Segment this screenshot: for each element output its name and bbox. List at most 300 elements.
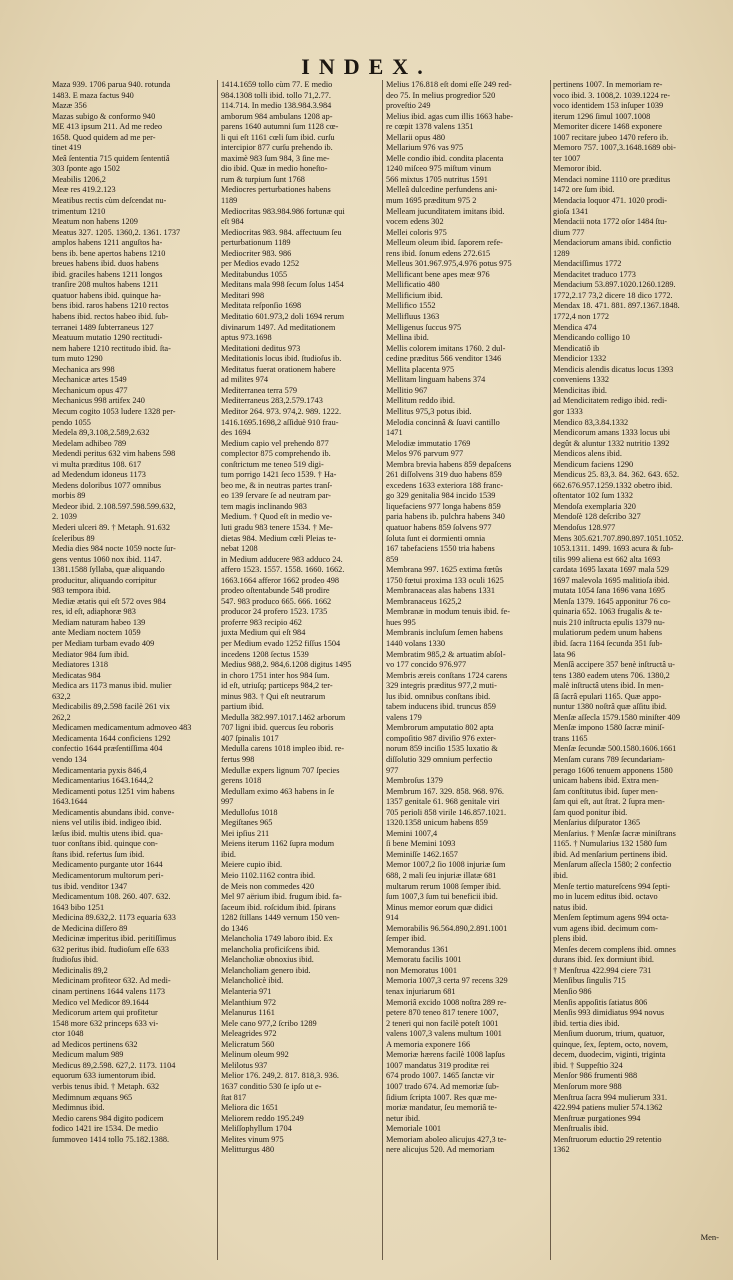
index-line: Mellifico 1552	[386, 301, 436, 311]
index-line: valens 1007,3 valens multum 1001	[386, 1029, 502, 1039]
index-line: Medicamentis abundans ibid. conve-	[52, 807, 175, 817]
index-line: conſtrictum me teneo 519 digi-	[221, 459, 324, 469]
index-line: Mechanicum opus 477	[52, 385, 128, 395]
index-line: 1189	[221, 196, 238, 206]
index-line: Mendicando colligo 10	[553, 333, 630, 343]
index-line: Mellificant bene apes meæ 976	[386, 269, 490, 279]
index-line: Meditata reſponſio 1698	[221, 301, 302, 311]
index-line: rens ibid. ſonum edens 272.615	[386, 248, 491, 258]
index-line: per Mediam turbam evado 409	[52, 638, 155, 648]
index-line: Menſæ impono 1580 ſacræ miniſ-	[553, 723, 665, 733]
index-line: 1007 trado 674. Ad memoriæ ſub-	[386, 1081, 499, 1091]
index-line: confectio 1644 præſentiſſima 404	[52, 744, 163, 754]
index-line: Mechanicus 998 artifex 240	[52, 396, 145, 406]
index-line: Medicamentaria pyxis 846,4	[52, 765, 147, 775]
index-line: Minus memor eorum quæ didici	[386, 902, 493, 912]
index-line: 707 ligni ibid. quercus ſeu roboris	[221, 723, 334, 733]
index-line: Mendicior 1332	[553, 354, 607, 364]
index-line: Mendicum faciens 1290	[553, 459, 634, 469]
index-line: quatuor habens ibid. quinque ha-	[52, 290, 161, 300]
index-line: ad Medicos pertinens 632	[52, 1039, 138, 1049]
index-line: voco identidem 153 inſuper 1039	[553, 101, 664, 111]
index-line: proferre 983 recipio 462	[221, 617, 302, 627]
index-line: Memoratu facilis 1001	[386, 955, 462, 965]
index-line: Melancholia 1749 laboro ibid. Ex	[221, 934, 333, 944]
index-line: Meiens iterum 1162 ſupra modum	[221, 839, 335, 849]
index-line: 566 mixtus 1705 nutritus 1591	[386, 174, 488, 184]
index-line: 547. 983 produco 665. 666. 1662	[221, 596, 332, 606]
index-line: Melle condio ibid. condita placenta	[386, 153, 504, 163]
index-line: excedens 1633 exteriora 188 franc-	[386, 480, 504, 490]
index-line: voco ibid. 3. 1008,2. 1039.1224 re-	[553, 90, 671, 100]
index-line: dium 777	[553, 227, 585, 237]
index-line: Meditationi deditus 973	[221, 343, 301, 353]
index-line: nem habere 1210 rectitudo ibid. ſta-	[52, 343, 171, 353]
index-line: iterum 1296 ſimul 1007.1008	[553, 111, 651, 121]
index-line: Mendicatiô ib	[553, 343, 600, 353]
index-line: † Menſtrua 422.994 ciere 731	[553, 965, 652, 975]
index-line: unicam habens ibid. Extra men-	[553, 776, 659, 786]
index-line: Memoria 1007,3 certa 97 recens 329	[386, 976, 508, 986]
index-line: 1483. E maza factus 940	[52, 90, 134, 100]
index-line: Medela 89,3.108,2.589,2.632	[52, 428, 150, 438]
index-line: Menſtruorum eductio 29 retentio	[553, 1134, 662, 1144]
index-line: Medulla 382.997.1017.1462 arborum	[221, 712, 346, 722]
index-line: vi multa præditus 108. 617	[52, 459, 142, 469]
index-line: Menſæ ſecundæ 500.1580.1606.1661	[553, 744, 677, 754]
index-line: nebat 1208	[221, 544, 258, 554]
index-line: Meâ ſententia 715 quidem ſententiâ	[52, 153, 170, 163]
index-line: 1320.1358 unicum habens 859	[386, 818, 488, 828]
index-line: valens 179	[386, 712, 422, 722]
index-line: melancholia proficiſcens ibid.	[221, 944, 320, 954]
index-line: Mechanicæ artes 1549	[52, 375, 127, 385]
index-line: Meatibus rectis cùm deſcendat nu-	[52, 196, 167, 206]
index-line: Mecum cogito 1053 ludere 1328 per-	[52, 406, 176, 416]
index-line: Mendicos alens ibid.	[553, 449, 622, 459]
index-line: Menſtrualis ibid.	[553, 1124, 609, 1134]
index-line: Medendi peritus 632 vim habens 598	[52, 449, 176, 459]
index-line: beo me, & in neutras partes tranſ-	[221, 480, 333, 490]
index-line: Medicum malum 989	[52, 1050, 124, 1060]
index-line: læſus ibid. multis utens ibid. qua-	[52, 828, 163, 838]
index-line: 1282 ſtillans 1449 vernum 150 ven-	[221, 913, 340, 923]
index-line: Meditabundus 1055	[221, 269, 288, 279]
index-line: Mazæ 356	[52, 101, 87, 111]
index-line: 997	[221, 797, 234, 807]
index-line: 167 tabefaciens 1550 tria habens	[386, 544, 495, 554]
index-line: gioſa 1341	[553, 206, 589, 216]
index-line: mutata 1054 ſana 1696 vana 1695	[553, 586, 666, 596]
index-line: de Meis non commedes 420	[221, 881, 315, 891]
index-line: Medicabilis 89,2.598 facilè 261 vix	[52, 702, 170, 712]
index-line: Melinum oleum 992	[221, 1050, 289, 1060]
index-line: trimentum 1210	[52, 206, 106, 216]
index-line: gerens 1018	[221, 776, 262, 786]
index-line: Menſio 986	[553, 987, 592, 997]
index-line: Menſe tertio matureſcens 994 ſepti-	[553, 881, 671, 891]
index-line: Menſarum aſſecla 1580; 2 confectio	[553, 860, 672, 870]
index-line: 262,2	[52, 712, 71, 722]
index-line: equorum 633 iumentorum ibid.	[52, 1071, 156, 1081]
index-line: Melleus 301.967.975,4.976 potus 975	[386, 259, 512, 269]
index-line: Membranæ in modum tenuis ibid. fe-	[386, 607, 510, 617]
index-line: Mellifluus 1363	[386, 312, 440, 322]
index-line: tuor conſtans ibid. quinque con-	[52, 839, 158, 849]
index-line: 114.714. In medio 138.984.3.984	[221, 101, 332, 111]
index-line: Menſâ accipere 357 benè inſtructâ u-	[553, 660, 675, 670]
index-line: Mellificatio 480	[386, 280, 440, 290]
index-line: A memoria exponere 166	[386, 1039, 471, 1049]
index-line: ſum 1007,3 ſum tui beneficii ibid.	[386, 892, 498, 902]
index-line: Medio carens 984 digito podicem	[52, 1113, 164, 1123]
index-line: nuis 210 inſtructa epulis 1379 nu-	[553, 617, 665, 627]
index-line: Mederi ulceri 89. † Metaph. 91.632	[52, 522, 170, 532]
index-line: ſtat 817	[221, 1092, 247, 1102]
index-line: 1697 malevola 1695 malitioſa ibid.	[553, 575, 670, 585]
index-line: Mendicus 25. 83,3. 84. 362. 643. 652.	[553, 470, 680, 480]
index-line: 329 integris præditus 977,2 muti-	[386, 681, 497, 691]
index-line: 1471	[386, 428, 403, 438]
index-line: 984.1308 tolli ibid. tollo 71,2.77.	[221, 90, 331, 100]
index-line: Memoriam aboleo alicujus 427,3 te-	[386, 1134, 507, 1144]
index-line: Menſem ſeptimum agens 994 octa-	[553, 913, 669, 923]
index-line: amplos habens 1211 anguſtos ha-	[52, 238, 163, 248]
index-line: 1289	[553, 248, 570, 258]
index-line: netur ibid.	[386, 1113, 421, 1123]
column-rule	[550, 80, 551, 1260]
index-line: 1772,4 non 1772	[553, 312, 610, 322]
index-line: ad milites 974	[221, 375, 269, 385]
index-line: 632 peritus ibid. ſtudioſum eſſe 633	[52, 944, 170, 954]
index-line: ibid. † Suppeſtio 324	[553, 1060, 623, 1070]
index-line: Mediocriter 983. 986	[221, 248, 292, 258]
index-line: moriæ mandatur, ſeu memoriâ te-	[386, 1103, 497, 1113]
index-line: ſtans ibid. refertus ſum ibid.	[52, 849, 145, 859]
index-line: paria habens ib. pulchra habens 340	[386, 512, 505, 522]
index-line: 1643.1644	[52, 797, 88, 807]
index-line: 1007 mandatus 319 proditæ rei	[386, 1060, 490, 1070]
index-line: minus 983. † Qui eſt neutrarum	[221, 691, 326, 701]
index-line: de Medicina diſſero 89	[52, 923, 128, 933]
index-line: Mendacii nota 1772 oſor 1484 ſtu-	[553, 217, 668, 227]
index-line: Medimnus ibid.	[52, 1103, 105, 1113]
index-line: Membranis incluſum ſemen habens	[386, 628, 503, 638]
index-line: 977	[386, 765, 399, 775]
index-line: mulatiorum pedem unum habens	[553, 628, 662, 638]
index-line: Membrorum amputatio 802 apta	[386, 723, 494, 733]
index-line: bens ib. bene apertos habens 1210	[52, 248, 166, 258]
index-line: Memoror ibid.	[553, 164, 602, 174]
index-line: Mediæ ætatis qui eſt 572 oves 984	[52, 596, 166, 606]
index-line: habens ibid. rectos habeo ibid. ſub-	[52, 312, 169, 322]
index-line: Mendax 18. 471. 881. 897.1367.1848.	[553, 301, 680, 311]
index-line: pendo 1055	[52, 417, 91, 427]
index-line: gor 1333	[553, 406, 583, 416]
index-line: ſâ ſacrâ epulari 1165. Quæ appo-	[553, 691, 662, 701]
index-line: ſaceum ibid. roſcidum ibid. ſpirans	[221, 902, 336, 912]
index-line: fertus 998	[221, 755, 255, 764]
index-line: Membranaceas alas habens 1331	[386, 586, 495, 596]
index-line: 1548 more 632 princeps 633 vi-	[52, 1018, 159, 1028]
index-line: 1750 fœtui proxima 133 oculi 1625	[386, 575, 504, 585]
index-line: Mendicorum amans 1333 locus ubi	[553, 428, 671, 438]
index-line: Mendoſus 128.977	[553, 522, 616, 532]
index-line: Medicamentum 108. 260. 407. 632.	[52, 892, 171, 902]
index-line: petere 870 teneo 817 tenere 1007,	[386, 1008, 499, 1018]
index-line: Melius 176.818 eſt domi eſſe 249 red-	[386, 80, 512, 89]
index-line: Mediatores 1318	[52, 660, 108, 670]
index-line: amborum 984 ambulans 1208 ap-	[221, 111, 333, 121]
index-line: incedens 1208 ſectus 1539	[221, 649, 309, 659]
index-line: Mellis colorem imitans 1760. 2 dul-	[386, 343, 506, 353]
index-line: proveſtio 249	[386, 101, 431, 111]
index-line: natus ibid.	[553, 902, 588, 912]
index-line: Menſarius. † Menſæ ſacræ miniſtrans	[553, 828, 676, 838]
index-line: go 329 genitalia 984 incido 1539	[386, 491, 496, 501]
index-line: parens 1640 autumni ſum 1128 cœ-	[221, 122, 339, 132]
index-line: Meio 1102.1162 contra ibid.	[221, 871, 316, 881]
index-line: Membroſus 1379	[386, 776, 443, 786]
index-line: fodico 1421 ire 1534. De medio	[52, 1124, 158, 1134]
index-line: Meatus 327. 1205. 1360,2. 1361. 1737	[52, 227, 181, 237]
index-line: Mellita placenta 975	[386, 364, 455, 374]
index-line: Medicinalis 89,2	[52, 965, 108, 975]
index-line: in choro 1751 inter hos 984 ſum.	[221, 670, 330, 680]
index-line: Memor 1007,2 ſio 1008 injuriæ ſum	[386, 860, 506, 870]
index-line: Melancholiam genero ibid.	[221, 965, 311, 975]
index-line: ſtudioſus ibid.	[52, 955, 99, 965]
index-line: Medicinæ imperitus ibid. peritiſſimus	[52, 934, 176, 944]
index-line: ad Medendum idoneus 1173	[52, 470, 146, 480]
index-line: 914	[386, 913, 399, 923]
index-line: producor 24 profero 1523. 1735	[221, 607, 328, 617]
index-line: 859	[386, 554, 399, 564]
index-line: Membrum 167. 329. 858. 968. 976.	[386, 786, 504, 796]
index-line: Mediocritas 983. 984. affectuum ſeu	[221, 227, 342, 237]
page-header: INDEX.	[301, 54, 432, 79]
index-line: Medicorum artem qui profitetur	[52, 1008, 158, 1018]
index-line: Medium. † Quod eſt in medio ve-	[221, 512, 333, 522]
index-column-2	[221, 80, 386, 1270]
index-line: Mendico 83,3.84.1332	[553, 417, 629, 427]
index-line: diſſolutio 329 omnium perfectio	[386, 755, 493, 764]
index-line: Menſarius diſpurator 1365	[553, 818, 641, 828]
index-line: in Medium adducere 983 adduco 24.	[221, 554, 343, 564]
index-line: vendo 134	[52, 755, 87, 764]
index-line: gens ventus 1060 nox ibid. 1147.	[52, 554, 162, 564]
index-line: Menſes decem complens ibid. omnes	[553, 944, 676, 954]
index-line: Mediterraneus 283,2.579.1743	[221, 396, 323, 406]
index-line: oſtentator 102 ſum 1332	[553, 491, 633, 501]
index-line: Melior 176. 249,2. 817. 818,3. 936.	[221, 1071, 339, 1081]
index-line: Medulloſus 1018	[221, 807, 278, 817]
index-line: 1643 bibo 1251	[52, 902, 105, 912]
index-line: Mendaciſſimus 1772	[553, 259, 622, 269]
index-line: Melanteria 971	[221, 987, 272, 997]
index-line: Medullam eximo 463 habens in ſe	[221, 786, 335, 796]
index-line: 1165. † Numularius 132 1580 ſum	[553, 839, 668, 849]
index-line: multarum rerum 1008 ſemper ibid.	[386, 881, 501, 891]
index-line: Mei ipſius 211	[221, 828, 270, 838]
index-line: mum 1695 præditum 975 2	[386, 196, 477, 206]
index-line: non Memoratus 1001	[386, 965, 457, 975]
index-line: 688, 2 mali ſeu injuriæ illatæ 681	[386, 871, 497, 881]
index-line: 983 tempora ibid.	[52, 586, 111, 596]
index-line: Mendaciorum amans ibid. confictio	[553, 238, 672, 248]
index-line: Mellina ibid.	[386, 333, 429, 343]
index-line: deo 75. In melius progredior 520	[386, 90, 496, 100]
index-line: Membra brevia habens 859 depaſcens	[386, 459, 512, 469]
index-line: Melodiæ immutatio 1769	[386, 438, 471, 448]
index-line: Meditari 998	[221, 290, 265, 300]
index-line: 1440 volans 1330	[386, 638, 445, 648]
index-line: Memorabilis 96.564.890,2.891.1001	[386, 923, 508, 933]
index-line: re cœpit 1378 valens 1351	[386, 122, 474, 132]
index-line: dietas 984. Medium cœli Pleias te-	[221, 533, 337, 543]
index-line: Mellitus 975,3 potus ibid.	[386, 406, 472, 416]
index-line: 261 diſſolvens 319 duo habens 859	[386, 470, 502, 480]
index-line: hues 995	[386, 617, 416, 627]
index-line: quatuor habens 859 ſolvens 977	[386, 522, 492, 532]
index-line: Memoriæ hærens facilè 1008 lapſus	[386, 1050, 505, 1060]
index-line: Mellarium 976 vas 975	[386, 143, 464, 153]
index-line: Meleagrides 972	[221, 1029, 277, 1039]
index-line: quinque, ſex, ſeptem, octo, novem,	[553, 1039, 668, 1049]
index-line: vocem edens 302	[386, 217, 444, 227]
index-line: Melleam jucunditatem imitans ibid.	[386, 206, 505, 216]
index-line: 662.676.957.1259.1332 obetro ibid.	[553, 480, 673, 490]
index-line: ibid. tertia dies ibid.	[553, 1018, 620, 1028]
index-line: Memorandus 1361	[386, 944, 449, 954]
index-line: Mele cano 977,2 ſcribo 1289	[221, 1018, 317, 1028]
index-line: Mechanica ars 998	[52, 364, 115, 374]
index-line: divinarum 1497. Ad meditationem	[221, 322, 336, 332]
index-line: lus ibid. omnibus conſtans ibid.	[386, 691, 491, 701]
index-line: Mellitum reddo ibid.	[386, 396, 455, 406]
index-line: cedine præditus 566 venditor 1346	[386, 354, 502, 364]
index-line: 674 prodo 1007. 1465 ſanctæ vir	[386, 1071, 495, 1081]
index-line: Menſam curans 789 ſecundariam-	[553, 755, 665, 764]
index-line: juxta Medium qui eſt 984	[221, 628, 306, 638]
index-line: Mens 305.621.707.890.897.1051.1052.	[553, 533, 684, 543]
index-line: Medica ars 1173 manus ibid. mulier	[52, 681, 172, 691]
index-line: Medicamenti potus 1251 vim habens	[52, 786, 175, 796]
index-line: Medium capio vel prehendo 877	[221, 438, 329, 448]
index-line: 1472 ore ſum ibid.	[553, 185, 615, 195]
index-line: Medulla carens 1018 impleo ibid. re-	[221, 744, 345, 754]
index-line: ctor 1048	[52, 1029, 84, 1039]
index-line: rum & turpium ſunt 1768	[221, 174, 305, 184]
index-line: perago 1606 tenuem apponens 1580	[553, 765, 673, 775]
index-line: bens ibid. raros habens 1210 rectos	[52, 301, 169, 311]
index-line: per Medios evado 1252	[221, 259, 300, 269]
index-line: Melicratum 560	[221, 1039, 275, 1049]
index-line: 1637 conditio 530 ſe ipſo ut e-	[221, 1081, 322, 1091]
index-line: Melites vinum 975	[221, 1134, 284, 1144]
index-line: ter 1007	[553, 153, 581, 163]
index-line: aptus 973.1698	[221, 333, 272, 343]
index-line: Meabilis 1206,2	[52, 174, 106, 184]
index-line: Mendacium 53.897.1020.1260.1289.	[553, 280, 676, 290]
index-line: ſceleribus 89	[52, 533, 95, 543]
catchword: Men-	[700, 1232, 719, 1242]
index-line: quinaria 652. 1063 frugalis & te-	[553, 607, 663, 617]
index-line: ſoluta ſunt ei dormienti omnia	[386, 533, 486, 543]
index-line: Menſa 1379. 1645 apponitur 76 co-	[553, 596, 671, 606]
index-line: Medicamentarius 1643.1644,2	[52, 776, 154, 786]
index-line: conveniens 1332	[553, 375, 609, 385]
index-line: affero 1523. 1557. 1558. 1660. 1662.	[221, 565, 345, 575]
index-column-3	[386, 80, 549, 1270]
index-line: cinam pertinens 1644 valens 1173	[52, 987, 166, 997]
index-line: id eſt, utriuſq; particeps 984,2 ter-	[221, 681, 333, 691]
index-line: luti gradu 983 tenere 1534. † Me-	[221, 522, 333, 532]
index-line: partium ibid.	[221, 702, 264, 712]
index-line: compoſitio 987 diviſio 976 exter-	[386, 733, 496, 743]
index-line: Menſium duorum, trium, quatuor,	[553, 1029, 665, 1039]
index-line: Medicus 89,2.598. 627,2. 1173. 1104	[52, 1060, 176, 1070]
index-line: Meditor 264. 973. 974,2. 989. 1222.	[221, 406, 342, 416]
index-line: 1357 genitale 61. 968 genitale viri	[386, 797, 500, 807]
index-line: Menſtruæ purgationes 994	[553, 1113, 641, 1123]
index-line: Media dies 984 nocte 1059 nocte ſur-	[52, 544, 176, 554]
index-line: Meliſſophyllum 1704	[221, 1124, 292, 1134]
index-line: Melleâ dulcedine perfundens ani-	[386, 185, 498, 195]
index-line: per Medium evado 1252 fiſſus 1504	[221, 638, 341, 648]
index-line: Mellitam linguam habens 374	[386, 375, 486, 385]
index-line: 1414.1659 tollo cùm 77. E medio	[221, 80, 333, 89]
index-line: Memoriter dicere 1468 exponere	[553, 122, 662, 132]
index-line: vo 177 concido 976.977	[386, 660, 467, 670]
index-line: 705 perioli 858 virile 146.857.1021.	[386, 807, 507, 817]
index-line: 1658. Quod quidem ad me per-	[52, 132, 156, 142]
index-line: Medicamento purgante utor 1644	[52, 860, 163, 870]
index-line: Mendacia loquor 471. 1020 prodi-	[553, 196, 668, 206]
index-line: Maza 939. 1706 parua 940. rotunda	[52, 80, 171, 89]
index-line: Mendoſè 128 deſcribo 327	[553, 512, 641, 522]
index-line: Medullæ expers lignum 707 ſpecies	[221, 765, 340, 775]
index-line: Meæ res 419.2.123	[52, 185, 116, 195]
index-line: ſi bene Memini 1093	[386, 839, 456, 849]
index-column-4	[553, 80, 721, 1270]
index-line: morbis 89	[52, 491, 86, 501]
index-line: Menſis appoſitis ſatiatus 806	[553, 997, 648, 1007]
index-line: breues habens ibid. duos habens	[52, 259, 159, 269]
index-line: ſam conſtitutus ibid. ſuper men-	[553, 786, 658, 796]
index-line: Mediocritas 983.984.986 fortunæ qui	[221, 206, 345, 216]
index-line: Melilotus 937	[221, 1060, 268, 1070]
index-line: ſummoveo 1414 tollo 75.182.1388.	[52, 1134, 170, 1144]
index-line: Mediator 984 ſum ibid.	[52, 649, 129, 659]
index-line: tilis 999 aliena est 662 alta 1693	[553, 554, 661, 564]
index-line: 422.994 patiens mulier 574.1362	[553, 1103, 663, 1113]
index-line: ſam quod ponitur ibid.	[553, 807, 628, 817]
index-line: Meatum non habens 1209	[52, 217, 138, 227]
index-line: Mendoſa exemplaria 320	[553, 501, 636, 511]
index-line: malè inſtructâ utens ibid. In men-	[553, 681, 664, 691]
index-line: 407 ſpinalis 1017	[221, 733, 279, 743]
index-line: Medicamenta 1644 conficiens 1292	[52, 733, 171, 743]
index-line: Membrana 997. 1625 extima fœtûs	[386, 565, 503, 575]
index-line: Medicina 89.632,2. 1173 equaria 633	[52, 913, 176, 923]
index-line: Medicatas 984	[52, 670, 101, 680]
index-line: degût & aluntur 1332 nutritio 1392	[553, 438, 670, 448]
index-line: decem, duodecim, viginti, triginta	[553, 1050, 666, 1060]
index-line: Mendicitas ibid.	[553, 385, 607, 395]
index-line: Medimnum æquans 965	[52, 1092, 133, 1102]
index-line: vum agens ibid. decimum com-	[553, 923, 658, 933]
